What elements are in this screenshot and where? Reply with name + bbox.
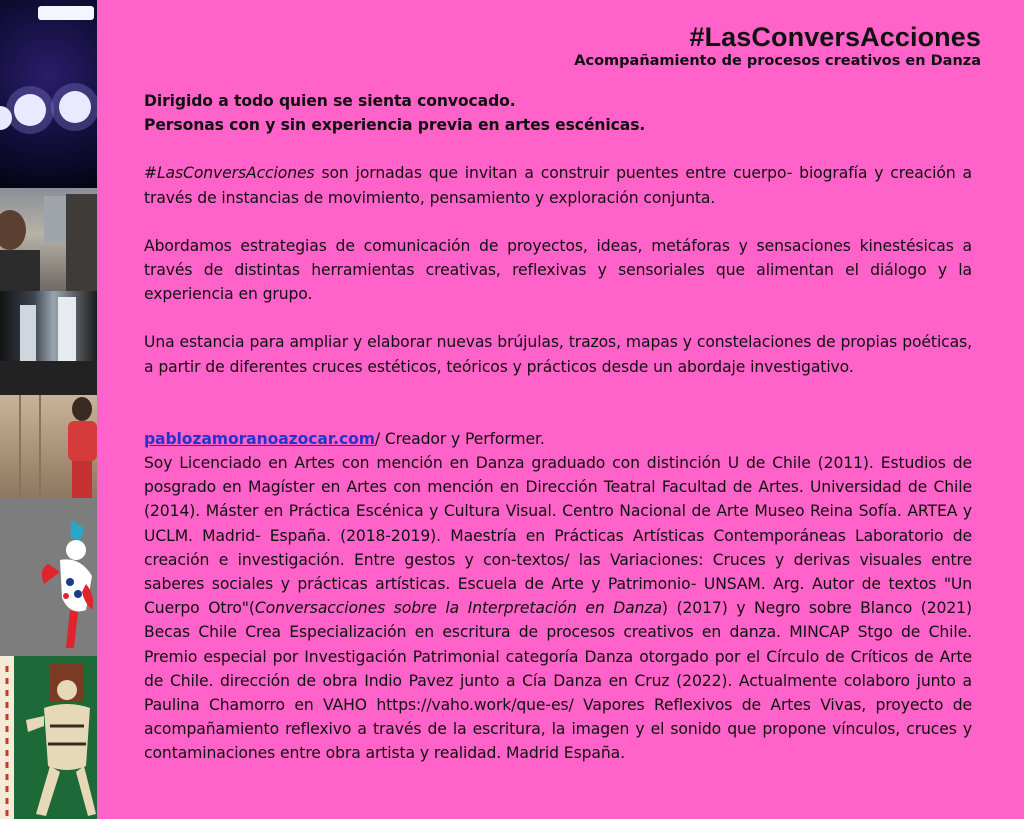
page-title: #LasConversAcciones xyxy=(689,22,981,52)
audience-line-1: Dirigido a todo quien se sienta convocado. xyxy=(144,92,516,110)
photo-dark-room xyxy=(0,291,97,395)
strategies-paragraph: Abordamos estrategias de comunicación de proyectos, ideas, metáforas y sensaciones kinestésicas a través de distintas herramientas creativas, reflexivas y sensoriales que alimentan el diálogo y la experiencia en grupo. xyxy=(144,236,972,304)
page-subtitle: Acompañamiento de procesos creativos en Danza xyxy=(574,53,981,69)
photo-pattern-figure xyxy=(0,656,97,819)
website-link[interactable]: pablozamoranoazocar.com xyxy=(144,429,375,448)
intro-paragraph xyxy=(144,161,972,209)
stage-lights-graphic xyxy=(0,0,97,188)
illustrated-figure-graphic xyxy=(0,498,97,656)
bio-paragraph xyxy=(144,451,972,766)
main-content xyxy=(144,89,972,766)
red-shirt-graphic xyxy=(0,395,97,498)
bio-book-title: Conversacciones sobre la Interpretación en Danza xyxy=(254,599,662,618)
intro-hashtag: #LasConversAcciones xyxy=(144,164,315,183)
person-room-graphic xyxy=(0,188,97,291)
bio-header xyxy=(144,427,972,451)
photo-stage-lights xyxy=(0,0,97,188)
dark-room-graphic xyxy=(0,291,97,395)
photo-strip xyxy=(0,0,97,819)
estancia-paragraph: Una estancia para ampliar y elaborar nuevas brújulas, trazos, mapas y constelaciones de propias poéticas, a partir de diferentes cruces estéticos, teóricos y prácticos desde un abordaje investigativo. xyxy=(144,333,972,376)
bio-text-a: Soy Licenciado en Artes con mención en Danza graduado con distinción U de Chile (2011). Estudios de posgrado en Magíster en Artes con mención en Dirección Teatral Facultad de Artes. Universidad de Chile (2014). Máster en Práctica Escénica y Cultura Visual. Centro Nacional de Arte Museo Reina Sofía. ARTEA y UCLM. Madrid- España. (2018-2019). Maestría en Prácticas Artísticas Contemporáneas Laboratorio de creación e investigación. Entre gestos y con-textos/ las Variaciones: Cruces y derivas visuales entre saberes sociales y prácticas artísticas. Escuela de Arte y Patrimonio- UNSAM. Arg. Autor de textos "Un Cuerpo Otro"( xyxy=(144,454,972,618)
bio-role: / Creador y Performer. xyxy=(374,429,545,448)
photo-person-room xyxy=(0,188,97,291)
audience-line-2: Personas con y sin experiencia previa en artes escénicas. xyxy=(144,116,646,135)
intro-body: son jornadas que invitan a construir puentes entre cuerpo- biografía y creación a través de instancias de movimiento, pensamiento y exploración conjunta. xyxy=(144,164,972,207)
bio-text-b: ) (2017) y Negro sobre Blanco (2021) Becas Chile Crea Especialización en escritura de procesos creativos en danza. MINCAP Stgo de Chile. Premio especial por Investigación Patrimonial categoría Danza otorgado por el Círculo de Críticos de Arte de Chile. dirección de obra Indio Pavez junto a Cía Danza en Cruz (2022). Actualmente colaboro junto a Paulina Chamorro en VAHO https://vaho.work/que-es/ Vapores Reflexivos de Artes Vivas, proyecto de acompañamiento reflexivo a través de la escritura, la imagen y el sonido que propone vínculos, cruces y contaminaciones entre obra artista y realidad. Madrid España. xyxy=(144,599,972,763)
photo-person-red-shirt xyxy=(0,395,97,498)
photo-illustrated-figure xyxy=(0,498,97,656)
pattern-figure-graphic xyxy=(0,656,97,819)
